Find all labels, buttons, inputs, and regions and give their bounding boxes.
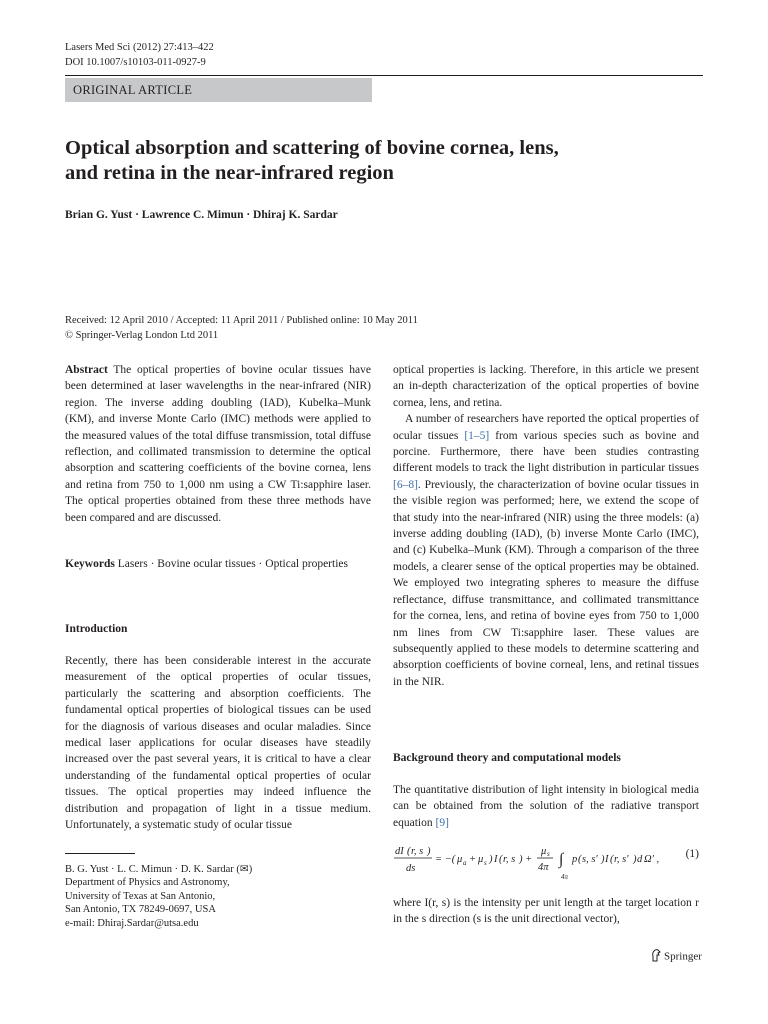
springer-horse-icon (650, 949, 662, 965)
affiliation-address: San Antonio, TX 78249-0697, USA (65, 904, 216, 916)
affiliation-rule (65, 853, 135, 854)
journal-citation: Lasers Med Sci (2012) 27:413–422 (65, 42, 214, 53)
right-column-top (393, 362, 699, 690)
abstract-label: Abstract (65, 364, 108, 376)
paragraph-2 (393, 411, 699, 690)
svg-text:I: I (494, 854, 498, 865)
svg-text:ds: ds (406, 863, 416, 874)
svg-text:μ: μ (478, 854, 484, 865)
svg-text:): ) (601, 854, 605, 865)
title-line-1: Optical absorption and scattering of bovine cornea, lens, (65, 137, 559, 159)
right-column-bottom (393, 895, 699, 928)
background-body (393, 782, 699, 831)
reference-link-1-5[interactable]: [1–5] (464, 429, 490, 442)
article-type-banner: ORIGINAL ARTICLE (65, 78, 372, 102)
p2-text-c: . Previously, the characterization of bovine ocular tissues in the visible region was performed; here, we extend the scope of that study into the near-infrared (NIR) using the three models: (a) inverse adding doubling (IAD), (b) inverse Monte Carlo (IMC), and (c) Kubelka–Munk (KM). Through a comparison of the three models, a clearer sense of the optical properties may be obtained. We employed two integrating spheres to measure the diffuse reflectance, diffuse transmittance, and collimated transmittance for the cornea, lens, and retina of bovine eyes from 750 to 1,000 nm lines from CW Ti:sapphire laser. These values are subsequently applied to these models to determine scattering and absorption coefficients of bovine corneal, lens, and retinal tissues in the NIR. (393, 478, 699, 688)
reference-link-6-8[interactable]: [6–8] (393, 478, 418, 491)
paper-title (65, 136, 705, 186)
p2-text-a: A number of researchers have reported the optical properties of ocular tissues (393, 413, 699, 442)
svg-text:Ω′ ,: Ω′ , (644, 854, 660, 865)
paragraph-4: where I(r, s) is the intensity per unit length at the target location r in the s direction (s is the unit directional vector), (393, 897, 699, 926)
svg-text:dI: dI (395, 846, 404, 857)
equation-number: (1) (685, 848, 699, 860)
svg-text:I: I (605, 854, 609, 865)
svg-text:= −(: = −( (435, 854, 456, 865)
header-rule (65, 75, 703, 76)
svg-text:): ) (489, 854, 493, 865)
title-line-2: and retina in the near-infrared region (65, 162, 394, 184)
svg-text:(: ( (407, 846, 411, 857)
svg-text:) +: ) + (519, 854, 533, 865)
svg-text:∫: ∫ (559, 851, 564, 868)
abstract (65, 362, 371, 526)
svg-text:(: ( (610, 854, 614, 865)
svg-text:μ: μ (541, 846, 547, 857)
introduction-body (65, 653, 371, 833)
svg-text:r, s′: r, s′ (614, 854, 629, 865)
abstract-text: The optical properties of bovine ocular tissues have been determined at laser wavelengths in the near-infrared (NIR) region. The inverse adding doubling (IAD), Kubelka–Munk (KM), and inverse Monte Carlo (IMC) methods were applied to the measured values of the total diffuse transmission, total diffuse reflection, and collimated transmission to determine the optical absorption and scattering coefficients of the bovine cornea, lens and retina from 750 to 1,000 nm using a CW Ti:sapphire laser. The optical properties obtained from these three methods have been compared and are discussed. (65, 364, 371, 524)
authors: Brian G. Yust · Lawrence C. Mimun · Dhiraj K. Sardar (65, 209, 338, 221)
introduction-text: Recently, there has been considerable interest in the accurate measurement of the optical properties of ocular tissues, particularly the scattering and absorption coefficients. The fundamental optical properties of biological tissues can be used for the diagnosis of various diseases and ocular maladies. Since medical laser applications for ocular diseases have steadily increased over the past several years, it is critical to have a clear understanding of the fundamental optical properties of ocular tissues. The optical properties may indeed influence the distribution and propagation of light in a tissue medium. Unfortunately, a systematic study of ocular tissue (65, 655, 371, 832)
publisher-footer (650, 949, 702, 965)
keywords-label: Keywords (65, 558, 115, 570)
copyright-line: © Springer-Verlag London Ltd 2011 (65, 330, 219, 341)
keywords (65, 556, 371, 572)
svg-text:(: ( (499, 854, 503, 865)
journal-header (65, 40, 214, 70)
svg-text:r, s: r, s (503, 854, 516, 865)
svg-text:): ) (427, 846, 431, 857)
paragraph-1: optical properties is lacking. Therefore, in this article we present an in-depth characterization of the optical properties of bovine cornea, lens, and retina. (393, 364, 699, 409)
equation-1 (393, 842, 699, 880)
paragraph-3 (393, 782, 699, 831)
affiliation-university: University of Texas at San Antonio, (65, 890, 216, 902)
svg-text:4π: 4π (538, 862, 549, 873)
p3-text: The quantitative distribution of light intensity in biological media can be obtained from the solution of the radiative transport equation (393, 784, 699, 829)
reference-link-9[interactable]: [9] (435, 816, 449, 829)
background-heading: Background theory and computational models (393, 752, 621, 764)
svg-text:d: d (637, 854, 643, 865)
svg-text:μ: μ (457, 854, 463, 865)
svg-text:s: s (547, 850, 550, 858)
keywords-text: Lasers · Bovine ocular tissues · Optical properties (117, 558, 348, 570)
publication-dates (65, 313, 418, 343)
affiliation-email[interactable]: e-mail: Dhiraj.Sardar@utsa.edu (65, 917, 199, 929)
doi[interactable]: DOI 10.1007/s10103-011-0927-9 (65, 57, 206, 68)
affiliation (65, 863, 252, 930)
svg-text:): ) (633, 854, 637, 865)
svg-text:(: ( (578, 854, 582, 865)
svg-text:s, s′: s, s′ (582, 854, 598, 865)
svg-text:4π: 4π (561, 873, 569, 881)
equation-render (393, 842, 663, 882)
svg-text:a: a (463, 859, 467, 867)
publisher-name: Springer (664, 950, 702, 963)
dates-line: Received: 12 April 2010 / Accepted: 11 April 2011 / Published online: 10 May 2011 (65, 315, 418, 326)
svg-text:p: p (572, 854, 578, 865)
affiliation-department: Department of Physics and Astronomy, (65, 877, 230, 889)
svg-text:+: + (469, 854, 477, 865)
svg-text:s: s (484, 859, 487, 867)
affiliation-authors: B. G. Yust · L. C. Mimun · D. K. Sardar (✉) (65, 864, 253, 875)
introduction-heading: Introduction (65, 623, 128, 635)
svg-text:r, s: r, s (411, 846, 424, 857)
p2-text-b: from various species such as bovine and porcine. Furthermore, there have been studies contrasting different models to track the light distribution in particular tissues (393, 429, 700, 475)
